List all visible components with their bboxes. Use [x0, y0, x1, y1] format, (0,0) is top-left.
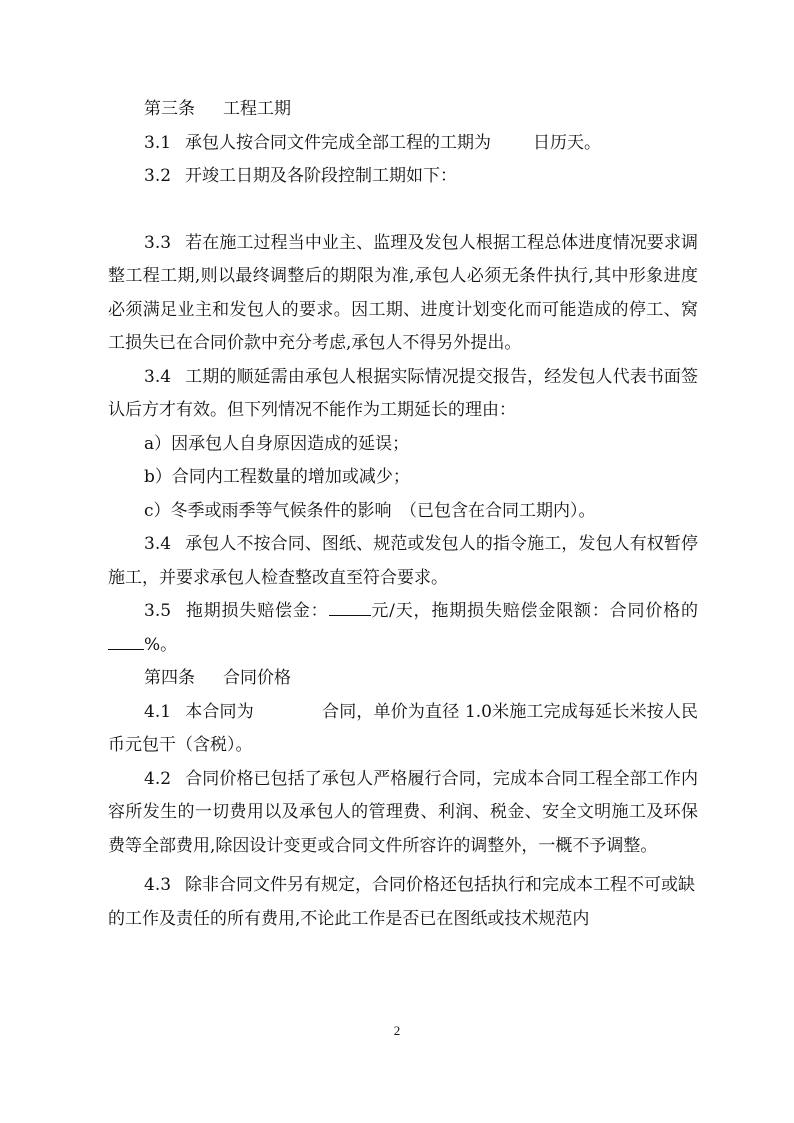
clause-number: 3.3 — [144, 232, 172, 253]
clause-number: 3.4 — [144, 366, 172, 387]
article-3-label: 第三条 — [144, 99, 195, 119]
clause-number: 3.5 — [144, 601, 172, 621]
clause-text: 合同，单价为直径 1.0米施工完成每延长米按人民币元包干（含税）。 — [108, 701, 698, 755]
clause-4-1 — [108, 696, 698, 763]
article-4-title: 合同价格 — [223, 668, 291, 688]
clause-text: 元/天，拖期损失赔偿金限额：合同价格的 — [370, 601, 698, 621]
clause-text: 若在施工过程当中业主、监理及发包人根据工程总体进度情况要求调整工程工期,则以最终调整后的期限为准,承包人必须无条件执行,其中形象进度必须满足业主和发包人的要求。因工期、进度计划变化而可能造成的停工、窝工损失已在合同价款中充分考虑,承包人不得另外提出。 — [108, 232, 698, 353]
article-4-label: 第四条 — [144, 668, 195, 688]
clause-text: 承包人按合同文件完成全部工程的工期为 — [185, 132, 492, 153]
list-item-c: c）冬季或雨季等气候条件的影响 （已包含在合同工期内）。 — [144, 500, 596, 521]
clause-text: 工期的顺延需由承包人根据实际情况提交报告，经发包人代表书面签认后方才有效。但下列情况不能作为工期延长的理由： — [108, 366, 698, 420]
clause-text: 开竣工日期及各阶段控制工期如下： — [185, 166, 458, 186]
clause-3-5 — [108, 595, 698, 662]
list-item-b: b）合同内工程数量的增加或减少； — [144, 467, 410, 487]
clause-number: 4.2 — [144, 768, 172, 789]
article-4-heading — [108, 662, 698, 696]
clause-number: 3.1 — [144, 132, 172, 153]
clause-text: %。 — [144, 634, 178, 655]
article-3-heading — [108, 93, 698, 127]
clause-number: 4.1 — [144, 701, 172, 722]
clause-number: 3.4 — [144, 534, 172, 554]
page-number: 2 — [393, 1023, 401, 1038]
clause-3-3 — [108, 227, 698, 361]
blank-field — [329, 615, 371, 616]
clause-3-4-suspension — [108, 528, 698, 595]
clause-3-2 — [108, 160, 698, 194]
clause-3-4-extension — [108, 361, 698, 428]
article-3-title: 工程工期 — [223, 99, 291, 119]
clause-text: 拖期损失赔偿金： — [185, 601, 329, 621]
clause-3-1 — [108, 127, 698, 161]
document-body — [108, 93, 698, 936]
clause-4-3 — [108, 869, 698, 936]
blank-field — [108, 649, 144, 650]
clause-text: 合同价格已包括了承包人严格履行合同，完成本合同工程全部工作内容所发生的一切费用以及承包人的管理费、利润、税金、安全文明施工及环保费等全部费用,除因设计变更或合同文件所容许的调整外，一概不予调整。 — [108, 768, 698, 856]
clause-4-2 — [108, 763, 698, 864]
clause-text: 除非合同文件另有规定，合同价格还包括执行和完成本工程不可或缺的工作及责任的所有费用,不论此工作是否已在图纸或技术规范内 — [108, 875, 696, 929]
clause-number: 4.3 — [144, 875, 172, 895]
clause-text: 本合同为 — [185, 701, 254, 722]
clause-text: 承包人不按合同、图纸、规范或发包人的指令施工，发包人有权暂停施工，并要求承包人检查整改直至符合要求。 — [108, 534, 698, 588]
clause-number: 3.2 — [144, 166, 172, 186]
clause-text: 日历天。 — [533, 132, 602, 153]
list-item-a: a）因承包人自身原因造成的延误； — [144, 433, 410, 454]
